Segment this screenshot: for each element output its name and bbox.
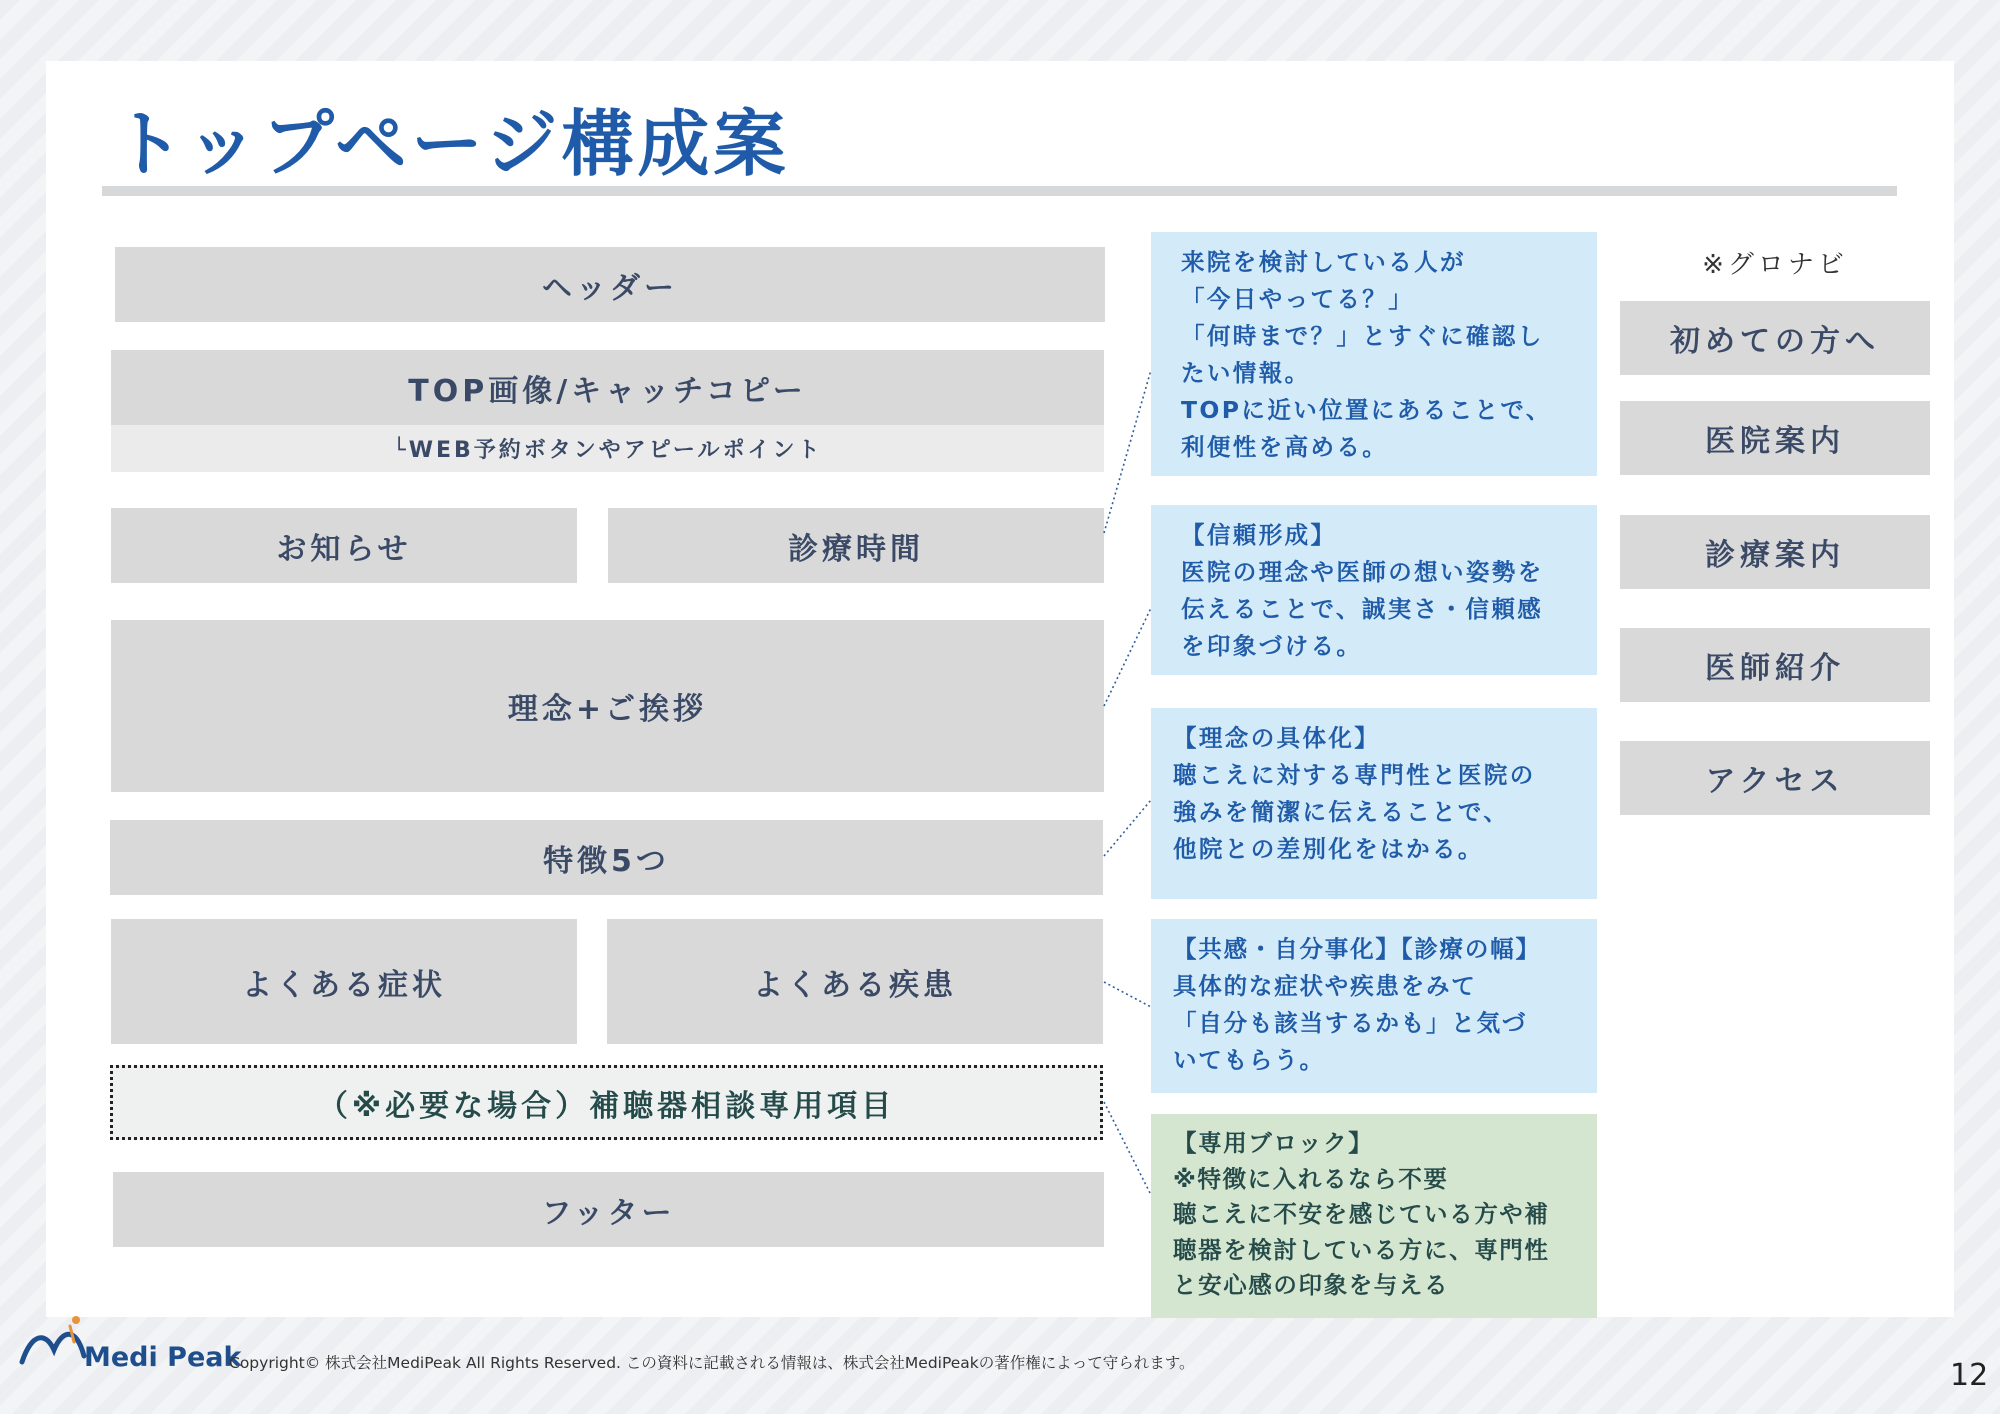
connector-line — [1104, 370, 1151, 533]
symptoms-block: よくある症状 — [111, 919, 577, 1044]
news-block: お知らせ — [111, 508, 577, 583]
nav-item-first-visit: 初めての方へ — [1620, 301, 1930, 375]
connector-line — [1104, 800, 1151, 856]
connector-line — [1104, 982, 1151, 1007]
header-block: ヘッダー — [115, 247, 1105, 322]
note-dedicated-block: 【専用ブロック】 ※特徴に入れるなら不要 聴こえに不安を感じている方や補 聴器を検討している方に、専門性 と安心感の印象を与える — [1151, 1114, 1597, 1318]
top-image-block: TOP画像/キャッチコピー — [111, 350, 1104, 425]
global-nav-caption: ※グロナビ — [1702, 250, 1848, 280]
top-image-subnote: └WEB予約ボタンやアピールポイント — [111, 425, 1104, 472]
note-philosophy: 【理念の具体化】 聴こえに対する専門性と医院の 強みを簡潔に伝えることで、 他院との差別化をはかる。 — [1151, 708, 1597, 899]
connector-line — [1104, 1102, 1151, 1195]
nav-item-medical-info: 診療案内 — [1620, 515, 1930, 589]
note-hours: 来院を検討している人が 「今日やってる？」 「何時まで？」とすぐに確認し たい情報。 TOPに近い位置にあることで、 利便性を高める。 — [1151, 232, 1597, 476]
logo-wordmark: Medi Peak — [84, 1342, 242, 1373]
nav-item-doctor: 医師紹介 — [1620, 628, 1930, 702]
diseases-block: よくある疾患 — [607, 919, 1103, 1044]
page-number: 12 — [1950, 1358, 1989, 1393]
connector-line — [1104, 608, 1151, 706]
philosophy-block: 理念+ご挨拶 — [111, 620, 1104, 792]
nav-item-clinic-info: 医院案内 — [1620, 401, 1930, 475]
page-title: トップページ構成案 — [112, 102, 790, 186]
features-block: 特徴5つ — [110, 820, 1103, 895]
nav-item-access: アクセス — [1620, 741, 1930, 815]
hearing-aid-block: （※必要な場合）補聴器相談専用項目 — [110, 1065, 1103, 1140]
note-empathy: 【共感・自分事化】【診療の幅】 具体的な症状や疾患をみて 「自分も該当するかも」と気づ いてもらう。 — [1151, 919, 1597, 1093]
copyright-text: Copyright© 株式会社MediPeak All Rights Reserved. この資料に記載される情報は、株式会社MediPeakの著作権によって守られます。 — [229, 1354, 1195, 1372]
hours-block: 診療時間 — [608, 508, 1104, 583]
footer-block: フッター — [113, 1172, 1104, 1247]
note-trust: 【信頼形成】 医院の理念や医師の想い姿勢を 伝えることで、誠実さ・信頼感 を印象づける。 — [1151, 505, 1597, 675]
